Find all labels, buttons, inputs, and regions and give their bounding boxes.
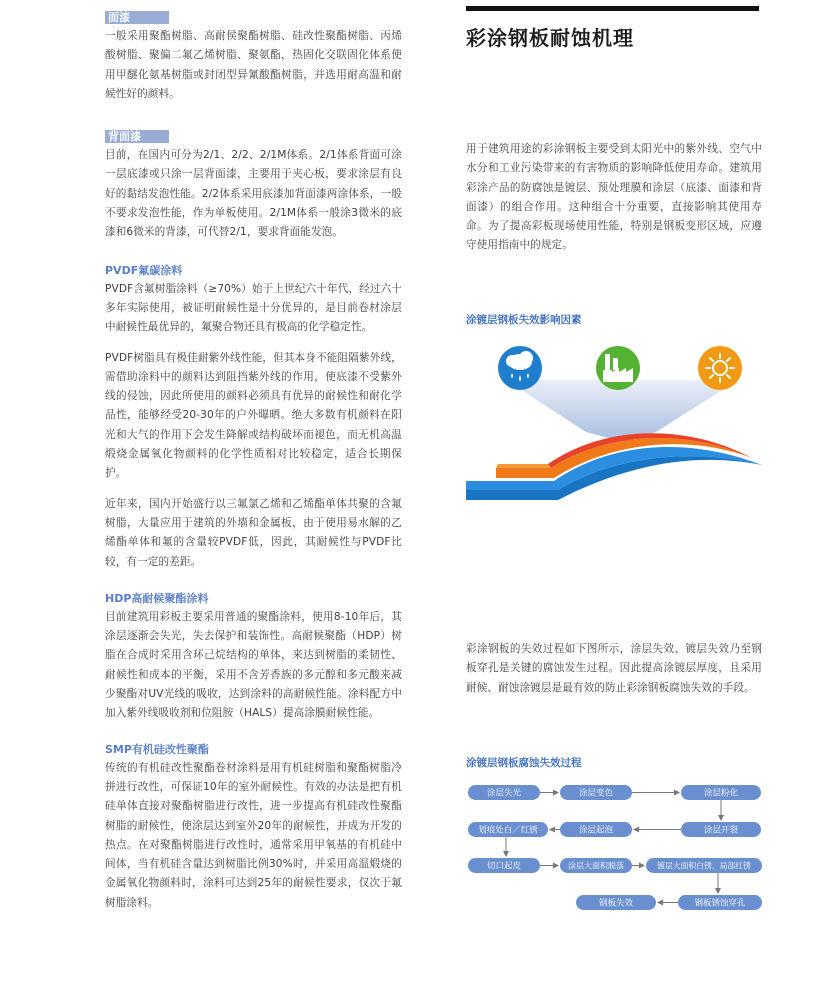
pvdf-title: PVDF氟碳涂料 (105, 263, 183, 277)
sun-icon (698, 346, 742, 390)
flow-label-9: 镀层大面积白锈、局部红锈 (657, 861, 751, 871)
corrosion-flow-diagram (466, 780, 766, 915)
flow-label-10: 钢板失效 (598, 898, 634, 909)
backcoat-text: 目前，在国内可分为2/1、2/2、2/1M体系。2/1体系背面可涂一层底漆或只涂一层背面漆，主要用于夹心板，要求涂层有良好的黏结发泡性能。2/2体系采用底漆加背面漆两涂体系，一般不要求发泡性能，作为单板使用。2/1M体系一般涂3微米的底漆和6微米的背漆，可代替2/1，要求背面能发泡。 (105, 149, 402, 239)
flow-label-8: 涂层大面积脱落 (568, 861, 624, 871)
flow-label-2: 涂层变色 (578, 788, 614, 799)
title-top-bar (466, 6, 759, 11)
smp-text: 传统的有机硅改性聚酯卷材涂料是用有机硅树脂和聚酯树脂冷拼进行改性，可保证10年的室外耐候性。有效的办法是把有机硅单体直接对聚酯树脂进行改性，进一步提高有机硅改性聚酯树脂的耐候性，使涂层达到室外20年的耐候性，并成为开发的热点。在对聚酯树脂进行改性时，通常采用甲氧基的有机硅中间体，当有机硅含量达到树脂比例30%时，并采用高温煅烧的金属氧化物颜料时，涂料可达到25年的耐候性要求，仅次于氟树脂涂料。 (105, 761, 402, 909)
factory-icon (596, 346, 640, 390)
pvdf-paragraph-3: 近年来，国内开始盛行以三氟氯乙烯和乙烯酯单体共聚的含氟树脂，大量应用于建筑的外墙和金属板，由于使用易水解的乙烯酯单体和氟的含量较PVDF低，因此，其耐候性与PVDF比较，有一定的差距。 (105, 497, 402, 568)
section-tag-topcoat: 面漆 (105, 11, 169, 24)
hdp-text: 目前建筑用彩板主要采用普通的聚酯涂料，使用8-10年后，其涂层逐渐会失光，失去保护和装饰性。高耐候聚酯（HDP）树脂在合成时采用含环己烷结构的单体，来达到树脂的柔韧性、耐候性和成本的平衡，采用不含芳香族的多元醇和多元酸来减少聚酯对UV光线的吸收，达到涂料的高耐候性能。涂料配方中加入紫外线吸收剂和位阻胺（HALS）提高涂膜耐候性能。 (105, 610, 402, 720)
smp-title: SMP有机硅改性聚酯 (105, 742, 209, 756)
pvdf-paragraph-2: PVDF树脂具有极佳耐紫外线性能，但其本身不能阻隔紫外线，需借助涂料中的颜料达到阻挡紫外线的作用，使底漆不受紫外线的侵蚀，因此所使用的颜料必须具有优异的耐候性和耐化学品性，能够经受20-30年的户外曝晒。绝大多数有机颜料在阳光和大气的作用下会发生降解或结构破坏而褪色，而无机高温煅烧金属氧化物颜料的化学性质相对比较稳定，适合长期保护。 (105, 351, 402, 480)
page-title: 彩涂钢板耐蚀机理 (466, 26, 634, 50)
section-tag-backcoat: 背面漆 (105, 130, 169, 143)
section-hdp (105, 590, 402, 724)
flow-heading: 涂镀层钢板腐蚀失效过程 (466, 757, 582, 769)
flow-label-3: 涂层粉化 (703, 788, 739, 799)
rain-cloud-icon (498, 346, 542, 390)
flow-label-6: 涂层开裂 (703, 825, 739, 836)
left-column (105, 6, 402, 913)
section-backcoat (105, 125, 402, 242)
intro-text: 用于建筑用途的彩涂钢板主要受到太阳光中的紫外线、空气中水分和工业污染带来的有害物质的影响降低使用寿命。建筑用彩涂产品的防腐蚀是镀层、预处理膜和涂层（底漆、面漆和背面漆）的组合作用。这种组合十分重要，直接影响其使用寿命。为了提高彩板现场使用性能，特别是钢板变形区域，应遵守使用指南中的规定。 (466, 143, 762, 252)
flow-label-4: 划痕处白／红锈 (478, 825, 538, 836)
section-pvdf (105, 262, 402, 572)
process-text: 彩涂钢板的失效过程如下图所示，涂层失效、镀层失效乃至钢板穿孔是关键的腐蚀发生过程。因此提高涂镀层厚度，且采用耐候、耐蚀涂镀层是最有效的防止彩涂钢板腐蚀失效的手段。 (466, 643, 762, 694)
topcoat-text: 一般采用聚酯树脂、高耐侯聚酯树脂、硅改性聚酯树脂、丙烯酸树脂、聚偏二氟乙烯树脂、聚氨酯，热固化交联固化体系使用甲醚化氨基树脂或封闭型异氰酸酯树脂，并选用耐高温和耐候性好的颜料。 (105, 30, 402, 100)
flow-label-11: 钢板锈蚀穿孔 (694, 898, 746, 909)
pvdf-paragraph-1: PVDF含氟树脂涂料（≥70%）始于上世纪六十年代，经过六十多年实际使用，被证明耐候性是十分优异的，是目前卷材涂层中耐候性最优异的，氟聚合物还具有极高的化学稳定性。 (105, 282, 402, 334)
coating-factors-illustration (466, 340, 762, 510)
flow-label-1: 涂层失光 (486, 788, 522, 799)
flow-label-7: 切口起皮 (486, 861, 522, 872)
section-smp (105, 741, 402, 913)
coating-edge (496, 464, 551, 468)
flow-label-5: 涂层起泡 (578, 825, 614, 836)
hdp-title: HDP高耐候聚酯涂料 (105, 591, 209, 605)
section-topcoat (105, 6, 402, 104)
factors-heading: 涂镀层钢板失效影响因素 (466, 314, 582, 326)
